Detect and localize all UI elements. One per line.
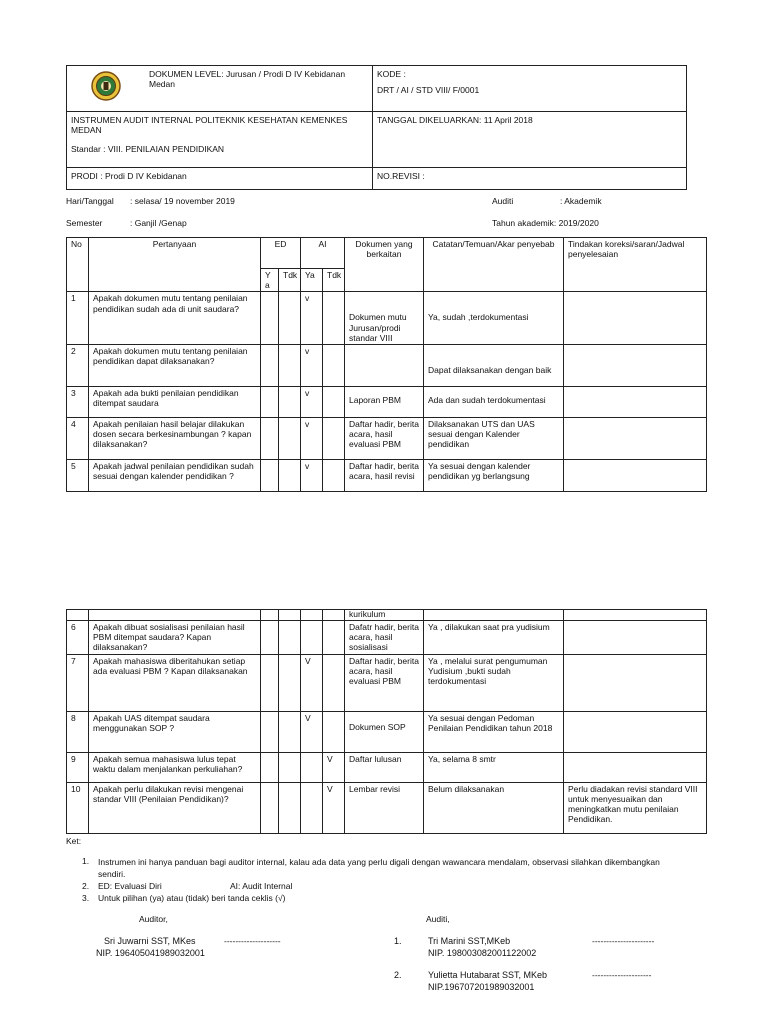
note-item-2: ED: Evaluasi Diri <box>98 881 162 891</box>
document-header <box>66 65 687 190</box>
standar-text: Standar : VIII. PENILAIAN PENDIDIKAN <box>71 144 225 155</box>
table-row <box>67 654 707 711</box>
row-ed-tdk <box>279 417 301 459</box>
hari-value: : selasa/ 19 november 2019 <box>130 196 235 206</box>
kode-cell <box>373 66 687 112</box>
table-row <box>67 621 707 655</box>
table-row <box>67 711 707 752</box>
row-number: 2 <box>67 344 89 386</box>
row-number: 5 <box>67 459 89 491</box>
auditor-nip: NIP. 196405041989032001 <box>96 948 205 958</box>
revisi-cell <box>373 168 687 190</box>
audit-table <box>66 237 707 492</box>
row-catatan: Ya sesuai dengan Pedoman Penilaian Pendidikan tahun 2018 <box>424 711 564 752</box>
table-row <box>67 752 707 782</box>
row-dokumen: Dokumen SOP <box>345 711 424 752</box>
row-number <box>67 610 89 621</box>
auditi-1-nip: NIP. 198003082001122002 <box>428 948 537 958</box>
col-header-no: No <box>67 238 89 292</box>
col-header-ed-ya: Y a <box>261 269 279 292</box>
row-dokumen: kurikulum <box>345 610 424 621</box>
col-header-ai-tdk: Tdk <box>323 269 345 292</box>
row-ed-tdk <box>279 344 301 386</box>
row-ed-tdk <box>279 711 301 752</box>
row-ed-ya <box>261 417 279 459</box>
row-ed-tdk <box>279 386 301 417</box>
row-ai-tdk <box>323 610 345 621</box>
col-header-pertanyaan: Pertanyaan <box>89 238 261 292</box>
row-dokumen: Dafatr hadir, berita acara, hasil sosialisasi <box>345 621 424 655</box>
row-number: 7 <box>67 654 89 711</box>
row-dokumen: Daftar lulusan <box>345 752 424 782</box>
row-ai-ya <box>301 752 323 782</box>
row-catatan <box>424 610 564 621</box>
row-ai-tdk: V <box>323 782 345 833</box>
row-tindakan <box>564 610 707 621</box>
row-question: Apakah penilaian hasil belajar dilakukan dosen secara berkesinambungan ? kapan dilaksanakan? <box>89 417 261 459</box>
row-ai-ya <box>301 610 323 621</box>
auditor-signature-line: -------------------- <box>224 936 281 946</box>
auditi-value: : Akademik <box>560 196 602 206</box>
row-tindakan <box>564 417 707 459</box>
row-ai-ya: v <box>301 344 323 386</box>
row-catatan: Belum dilaksanakan <box>424 782 564 833</box>
row-question: Apakah perlu dilakukan revisi mengenai standar VIII (Penilaian Pendidikan)? <box>89 782 261 833</box>
note-ai: AI: Audit Internal <box>230 881 293 891</box>
row-ed-ya <box>261 752 279 782</box>
instrument-title: INSTRUMEN AUDIT INTERNAL POLITEKNIK KESEHATAN KEMENKES MEDAN <box>71 115 348 136</box>
row-question: Apakah jadwal penilaian pendidikan sudah sesuai dengan kalender pendidikan ? <box>89 459 261 491</box>
row-ai-tdk <box>323 386 345 417</box>
row-question: Apakah dokumen mutu tentang penilaian pendidikan dapat dilaksanakan? <box>89 344 261 386</box>
kode-value: DRT / AI / STD VIII/ F/0001 <box>377 85 480 96</box>
revisi-text: NO.REVISI : <box>377 171 425 181</box>
row-number: 1 <box>67 292 89 345</box>
row-question <box>89 610 261 621</box>
row-question: Apakah dibuat sosialisasi penilaian hasil PBM ditempat saudara? Kapan dilaksanakan? <box>89 621 261 655</box>
ket-label: Ket: <box>66 836 82 846</box>
row-question: Apakah mahasiswa diberitahukan setiap ada evaluasi PBM ? Kapan dilaksanakan <box>89 654 261 711</box>
row-ed-ya <box>261 654 279 711</box>
row-ed-ya <box>261 459 279 491</box>
auditor-label: Auditor, <box>139 914 168 924</box>
row-tindakan <box>564 654 707 711</box>
row-tindakan <box>564 752 707 782</box>
audit-table-continued <box>66 609 707 834</box>
auditi-1-num: 1. <box>394 936 402 946</box>
col-header-ai-ya: Ya <box>301 269 323 292</box>
row-ed-tdk <box>279 459 301 491</box>
row-catatan: Ya sesuai dengan kalender pendidikan yg berlangsung <box>424 459 564 491</box>
row-catatan: Ya , melalui surat pengumuman Yudisium ,bukti sudah terdokumentasi <box>424 654 564 711</box>
row-ai-ya: v <box>301 459 323 491</box>
row-ai-tdk <box>323 621 345 655</box>
row-question: Apakah UAS ditempat saudara menggunakan SOP ? <box>89 711 261 752</box>
row-ai-tdk: V <box>323 752 345 782</box>
row-ed-tdk <box>279 654 301 711</box>
auditi-2-num: 2. <box>394 970 402 980</box>
row-tindakan <box>564 459 707 491</box>
row-question: Apakah ada bukti penilaian pendidikan ditempat saudara <box>89 386 261 417</box>
note-item-1: Instrumen ini hanya panduan bagi auditor internal, kalau ada data yang perlu digali dengan wawancara mendalam, observasi silahkan dikembangkan sendiri. <box>98 857 660 879</box>
row-ai-ya <box>301 782 323 833</box>
row-ai-ya: V <box>301 654 323 711</box>
row-ed-ya <box>261 711 279 752</box>
prodi-text: PRODI : Prodi D IV Kebidanan <box>71 171 187 181</box>
row-dokumen: Lembar revisi <box>345 782 424 833</box>
table-row <box>67 459 707 491</box>
row-number: 8 <box>67 711 89 752</box>
row-ai-tdk <box>323 417 345 459</box>
instrument-cell <box>67 112 373 168</box>
doc-level-cell <box>67 66 373 112</box>
row-dokumen: Laporan PBM <box>345 386 424 417</box>
row-ed-ya <box>261 610 279 621</box>
col-header-tindakan: Tindakan koreksi/saran/Jadwal penyelesaian <box>564 238 707 292</box>
row-ai-tdk <box>323 459 345 491</box>
row-ed-ya <box>261 386 279 417</box>
tanggal-cell <box>373 112 687 168</box>
row-catatan: Ya, selama 8 smtr <box>424 752 564 782</box>
table-row <box>67 386 707 417</box>
hari-label: Hari/Tanggal <box>66 196 114 206</box>
row-number: 10 <box>67 782 89 833</box>
col-header-ai: AI <box>301 238 345 269</box>
row-ai-ya <box>301 621 323 655</box>
note-num-1: 1. <box>82 856 90 866</box>
row-ai-ya: v <box>301 292 323 345</box>
semester-label: Semester <box>66 218 103 228</box>
auditi-sign-label: Auditi, <box>426 914 450 924</box>
row-catatan: Ada dan sudah terdokumentasi <box>424 386 564 417</box>
row-ed-tdk <box>279 621 301 655</box>
row-tindakan <box>564 386 707 417</box>
row-ed-tdk <box>279 752 301 782</box>
auditi-2-signature-line: --------------------- <box>592 970 652 980</box>
row-catatan: Ya, sudah ,terdokumentasi <box>424 292 564 345</box>
auditi-2-nip: NIP.196707201989032001 <box>428 982 535 992</box>
tanggal-text: TANGGAL DIKELUARKAN: 11 April 2018 <box>377 115 533 125</box>
row-question: Apakah semua mahasiswa lulus tepat waktu dalam menjalankan perkuliahan? <box>89 752 261 782</box>
row-ai-ya: v <box>301 386 323 417</box>
auditor-name: Sri Juwarni SST, MKes <box>104 936 196 946</box>
row-catatan: Dapat dilaksanakan dengan baik <box>424 344 564 386</box>
row-catatan: Dilaksanakan UTS dan UAS sesuai dengan Kalender pendidikan <box>424 417 564 459</box>
auditi-label: Auditi <box>492 196 514 206</box>
row-tindakan <box>564 344 707 386</box>
note-num-2: 2. <box>82 881 90 891</box>
row-number: 4 <box>67 417 89 459</box>
row-ai-tdk <box>323 711 345 752</box>
table-row <box>67 610 707 621</box>
table-row <box>67 417 707 459</box>
row-ed-tdk <box>279 610 301 621</box>
row-number: 3 <box>67 386 89 417</box>
row-ai-tdk <box>323 344 345 386</box>
row-number: 6 <box>67 621 89 655</box>
row-ai-ya: v <box>301 417 323 459</box>
row-dokumen: Daftar hadir, berita acara, hasil evaluasi PBM <box>345 417 424 459</box>
note-num-3: 3. <box>82 893 90 903</box>
row-ed-ya <box>261 621 279 655</box>
row-ed-ya <box>261 344 279 386</box>
row-ai-ya: V <box>301 711 323 752</box>
row-ed-tdk <box>279 782 301 833</box>
row-dokumen: Daftar hadir, berita acara, hasil evaluasi PBM <box>345 654 424 711</box>
row-tindakan: Perlu diadakan revisi standard VIII untuk menyesuaikan dan meningkatkan mutu penilaian Pendidikan. <box>564 782 707 833</box>
table-row <box>67 344 707 386</box>
auditi-1-name: Tri Marini SST,MKeb <box>428 936 511 946</box>
row-dokumen: Daftar hadir, berita acara, hasil revisi <box>345 459 424 491</box>
row-question: Apakah dokumen mutu tentang penilaian pendidikan sudah ada di unit saudara? <box>89 292 261 345</box>
col-header-catatan: Catatan/Temuan/Akar penyebab <box>424 238 564 292</box>
auditi-2-name: Yulietta Hutabarat SST, MKeb <box>428 970 548 980</box>
row-tindakan <box>564 292 707 345</box>
auditi-1-signature-line: ---------------------- <box>592 936 655 946</box>
col-header-ed-tdk: Tdk <box>279 269 301 292</box>
row-dokumen <box>345 344 424 386</box>
row-tindakan <box>564 711 707 752</box>
kode-label: KODE : <box>377 69 406 79</box>
col-header-dokumen: Dokumen yang berkaitan <box>345 238 424 292</box>
row-dokumen: Dokumen mutu Jurusan/prodi standar VIII <box>345 292 424 345</box>
prodi-cell <box>67 168 373 190</box>
tahun-akademik: Tahun akademik: 2019/2020 <box>492 218 599 228</box>
row-tindakan <box>564 621 707 655</box>
row-ai-tdk <box>323 654 345 711</box>
row-ai-tdk <box>323 292 345 345</box>
col-header-ed: ED <box>261 238 301 269</box>
doc-level-text: DOKUMEN LEVEL: Jurusan / Prodi D IV Kebidanan Medan <box>149 69 346 90</box>
logo-icon <box>87 71 125 101</box>
semester-value: : Ganjil /Genap <box>130 218 187 228</box>
row-catatan: Ya , dilakukan saat pra yudisium <box>424 621 564 655</box>
table-row <box>67 292 707 345</box>
note-item-3: Untuk pilihan (ya) atau (tidak) beri tanda ceklis (√) <box>98 893 286 903</box>
row-ed-ya <box>261 782 279 833</box>
table-row <box>67 782 707 833</box>
row-number: 9 <box>67 752 89 782</box>
row-ed-ya <box>261 292 279 345</box>
row-ed-tdk <box>279 292 301 345</box>
